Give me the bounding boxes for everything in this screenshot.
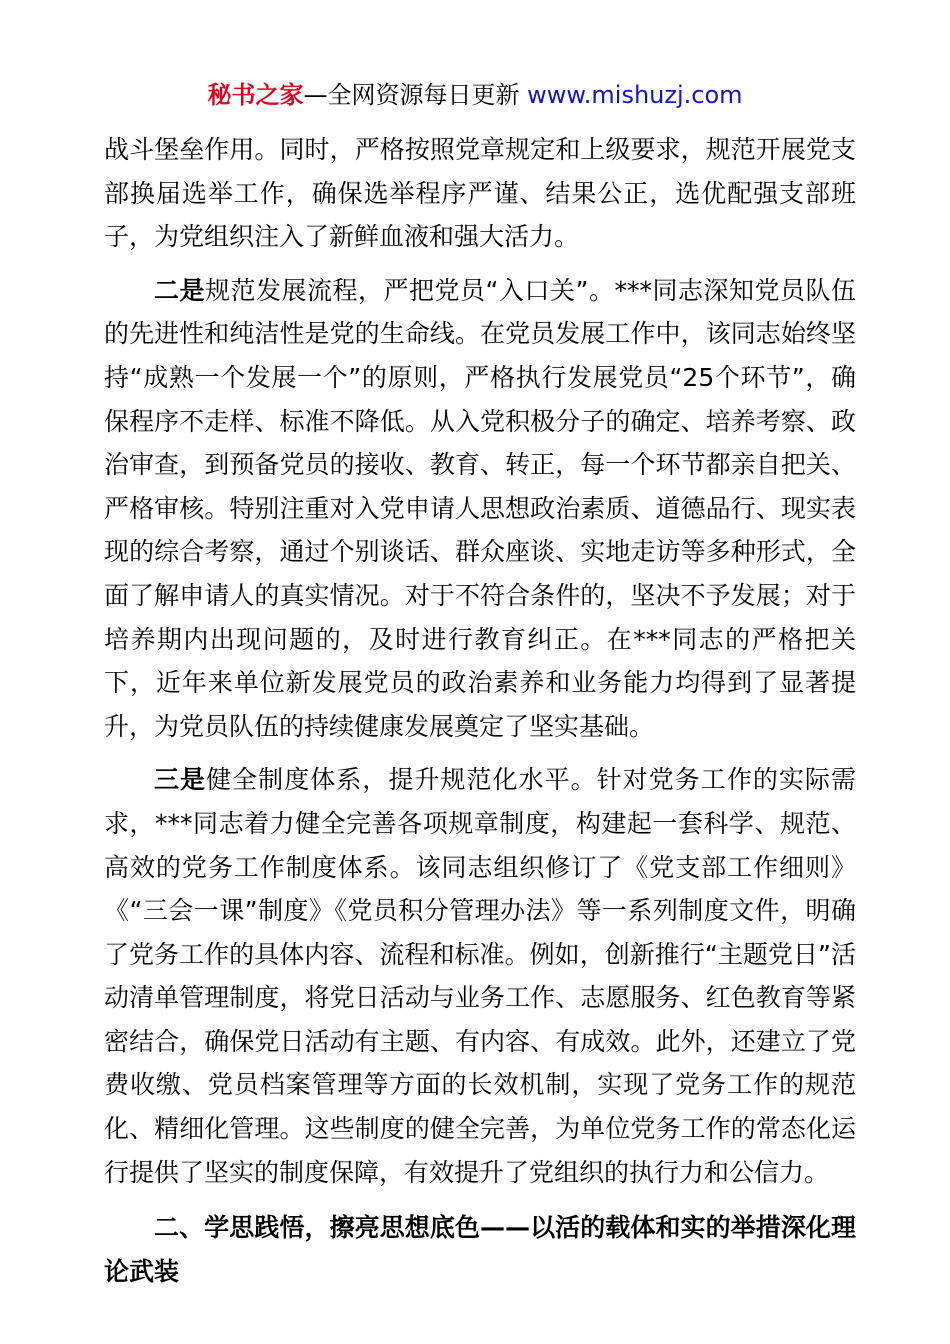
site-url-link[interactable]: www.mishuzj.com	[527, 81, 743, 109]
document-body	[104, 128, 856, 1293]
paragraph-third-point	[104, 758, 856, 1194]
section-heading: 二、学思践悟，擦亮思想底色——以活的载体和实的举措深化理论武装	[104, 1213, 856, 1286]
header-tagline: —全网资源每日更新	[303, 81, 528, 109]
paragraph-lead: 三是	[154, 765, 207, 795]
paragraph-text: 规范发展流程，严把党员“入口关”。***同志深知党员队伍的先进性和纯洁性是党的生命线。在党员发展工作中，该同志始终坚持“成熟一个发展一个”的原则，严格执行发展党员“25个环节”，确保程序不走样、标准不降低。从入党积极分子的确定、培养考察、政治审查，到预备党员的接收、教育、转正，每一个环节都亲自把关、严格审核。特别注重对入党申请人思想政治素质、道德品行、现实表现的综合考察，通过个别谈话、群众座谈、实地走访等多种形式，全面了解申请人的真实情况。对于不符合条件的，坚决不予发展；对于培养期内出现问题的，及时进行教育纠正。在***同志的严格把关下，近年来单位新发展党员的政治素养和业务能力均得到了显著提升，为党员队伍的持续健康发展奠定了坚实基础。	[104, 275, 856, 741]
brand-name: 秘书之家	[207, 81, 304, 109]
paragraph-second-point	[104, 269, 856, 749]
paragraph-lead: 二是	[154, 275, 206, 305]
paragraph-text: 战斗堡垒作用。同时，严格按照党章规定和上级要求，规范开展党支部换届选举工作，确保选举程序严谨、结果公正，选优配强支部班子，为党组织注入了新鲜血液和强大活力。	[104, 135, 856, 252]
paragraph-text: 健全制度体系，提升规范化水平。针对党务工作的实际需求，***同志着力健全完善各项规章制度，构建起一套科学、规范、高效的党务工作制度体系。该同志组织修订了《党支部工作细则》《“三会一课”制度》《党员积分管理办法》等一系列制度文件，明确了党务工作的具体内容、流程和标准。例如，创新推行“主题党日”活动清单管理制度，将党日活动与业务工作、志愿服务、红色教育等紧密结合，确保党日活动有主题、有内容、有成效。此外，还建立了党费收缴、党员档案管理等方面的长效机制，实现了党务工作的规范化、精细化管理。这些制度的健全完善，为单位党务工作的常态化运行提供了坚实的制度保障，有效提升了党组织的执行力和公信力。	[104, 765, 856, 1187]
paragraph-continuation	[104, 128, 856, 259]
page-header	[0, 78, 950, 112]
